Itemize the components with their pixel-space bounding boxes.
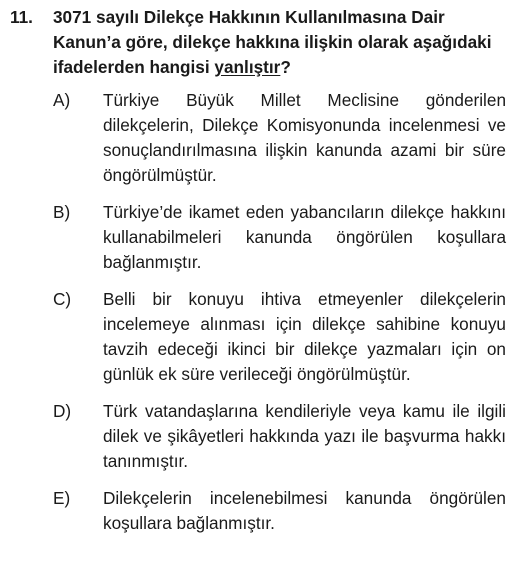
question-emphasis: yanlıştır: [214, 57, 281, 77]
option-letter: D): [53, 401, 72, 421]
question-stem: 3071 sayılı Dilekçe Hakkının Kullanılmasına Dair Kanun’a göre, dilekçe hakkına ilişkin olarak aşağıdaki ifadelerden hangisi: [53, 7, 492, 77]
option-b[interactable]: [10, 200, 510, 275]
question-mark: ?: [280, 57, 291, 77]
option-text: Belli bir konuyu ihtiva etmeyenler dilekçelerin incelemeye alınması için dilekçe sahibine konuyu tavzih edeceği ikinci bir dilekçe yazmaları için on günlük ek süre verileceği öngörülmüştür.: [103, 289, 506, 384]
option-d[interactable]: [10, 399, 510, 474]
option-letter: B): [53, 202, 71, 222]
option-letter: C): [53, 289, 72, 309]
question: [10, 5, 510, 80]
option-letter: E): [53, 488, 71, 508]
question-number: 11.: [10, 7, 33, 27]
answer-options: [10, 88, 510, 536]
option-letter: A): [53, 90, 71, 110]
option-text: Türk vatandaşlarına kendileriyle veya kamu ile ilgili dilek ve şikâyetleri hakkında yazı ile başvurma hakkı tanınmıştır.: [103, 401, 506, 471]
option-text: Türkiye’de ikamet eden yabancıların dilekçe hakkını kullanabilmeleri kanunda öngörülen koşullara bağlanmıştır.: [103, 202, 506, 272]
option-text: Türkiye Büyük Millet Meclisine gönderilen dilekçelerin, Dilekçe Komisyonunda incelenmesi ve sonuçlandırılmasına ilişkin kanunda azami bir süre öngörülmüştür.: [103, 90, 506, 185]
option-c[interactable]: [10, 287, 510, 387]
option-a[interactable]: [10, 88, 510, 188]
option-e[interactable]: [10, 486, 510, 536]
option-text: Dilekçelerin incelenebilmesi kanunda öngörülen koşullara bağlanmıştır.: [103, 488, 506, 533]
question-text: [53, 5, 510, 80]
